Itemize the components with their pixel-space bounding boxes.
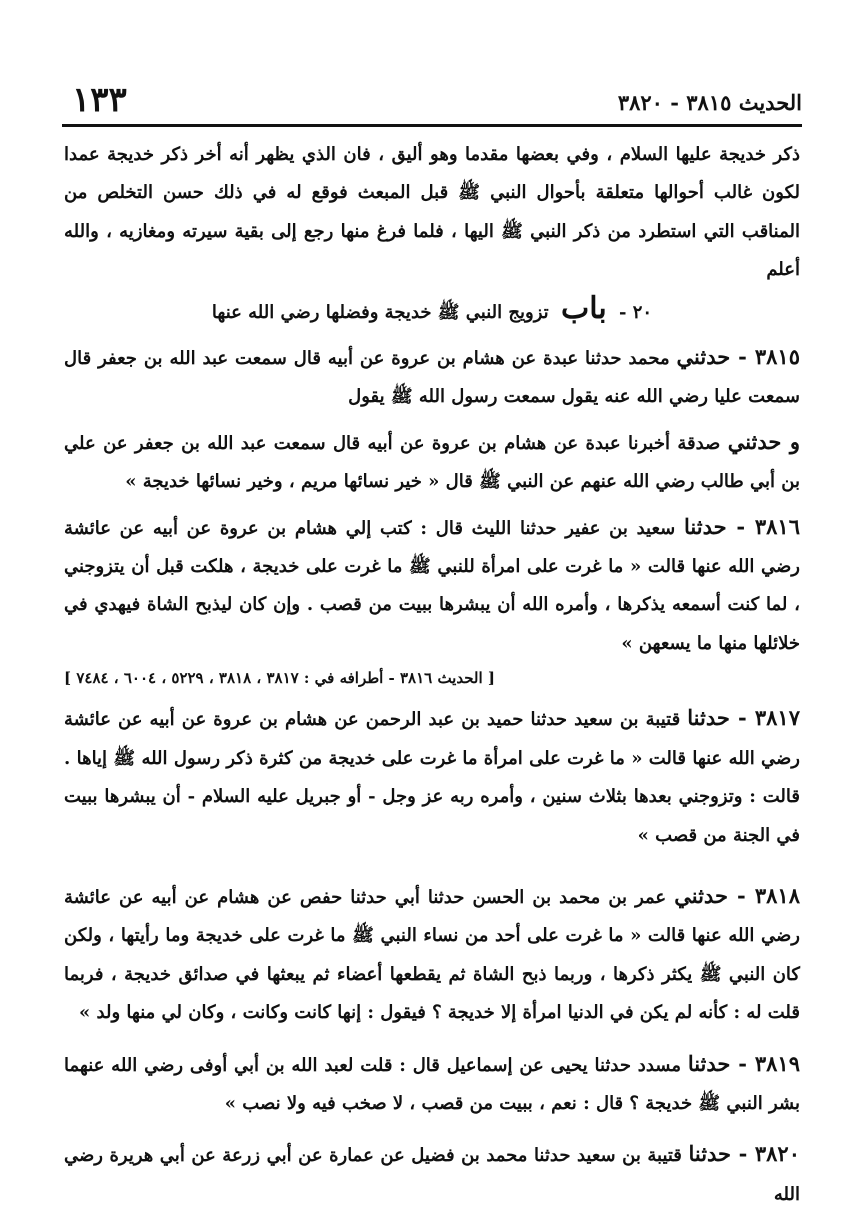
chapter-number: ٢٠ - bbox=[618, 301, 653, 323]
hadith-lead: ٣٨١٦ - حدثنا bbox=[684, 513, 800, 539]
hadith-text: عمر بن محمد بن الحسن حدثنا أبي حدثنا حفص عن هشام عن أبيه عن عائشة رضي الله عنها قالت « ما غرت على أحد من نساء النبي ﷺ ما غرت على خديجة وما رأيتها ، ولكن كان النبي ﷺ يكثر ذكرها ، وربما ذبح الشاة ثم يقطعها أعضاء ثم يبعثها في صدائق خديجة ، فربما قلت له : كأنه لم يكن في الدنيا امرأة إلا خديجة ؟ فيقول : إنها كانت وكانت ، وكان لي منها ولد » bbox=[64, 886, 800, 1024]
chapter-heading bbox=[64, 290, 800, 332]
hadith-3815 bbox=[64, 338, 800, 417]
hadith-3816 bbox=[64, 508, 800, 664]
page-number: ١٣٣ bbox=[72, 80, 127, 120]
hadith-3819 bbox=[64, 1045, 800, 1124]
running-title: الحديث ٣٨١٥ - ٣٨٢٠ bbox=[617, 90, 802, 115]
intro-paragraph: ذكر خديجة عليها السلام ، وفي بعضها مقدما وهو أليق ، فان الذي يظهر أنه أخر ذكر خديجة عمدا لكون غالب أحوالها متعلقة بأحوال النبي ﷺ قبل المبعث فوقع له في ذلك حسن التخلص من المناقب التي استطرد من ذكر النبي ﷺ اليها ، فلما فرغ منها رجع إلى بقية سيرته ومغازيه ، والله أعلم bbox=[64, 144, 800, 281]
page-body bbox=[64, 136, 800, 1214]
note-text: [ الحديث ٣٨١٦ - أطرافه في : ٣٨١٧ ، ٣٨١٨ ، ٥٢٢٩ ، ٦٠٠٤ ، ٧٤٨٤ ] bbox=[64, 669, 495, 688]
hadith-3820 bbox=[64, 1135, 800, 1214]
hadith-lead: و حدثني bbox=[727, 428, 800, 454]
hadith-text: سعيد بن عفير حدثنا الليث قال : كتب إلي هشام بن عروة عن أبيه عن عائشة رضي الله عنها قالت « ما غرت على امرأة للنبي ﷺ ما غرت على خديجة ، هلكت قبل أن يتزوجني ، لما كنت أسمعه يذكرها ، وأمره الله أن يبشرها ببيت من قصب . وإن كان ليذبح الشاة فيهدي في خلائلها منها ما يسعهن » bbox=[64, 517, 800, 654]
chapter-bab: باب bbox=[560, 290, 607, 326]
page-header bbox=[62, 78, 802, 127]
hadith-lead: ٣٨١٥ - حدثني bbox=[676, 344, 800, 370]
hadith-text: قتيبة بن سعيد حدثنا محمد بن فضيل عن عمارة عن أبي زرعة عن أبي هريرة رضي الله bbox=[64, 1145, 800, 1205]
hadith-3817 bbox=[64, 699, 800, 855]
hadith-lead: ٣٨٢٠ - حدثنا bbox=[688, 1141, 800, 1167]
hadith-text: قتيبة بن سعيد حدثنا حميد بن عبد الرحمن عن هشام بن عروة عن أبيه عن عائشة رضي الله عنها قالت « ما غرت على امرأة ما غرت على خديجة من كثرة ذكر رسول الله ﷺ إياها . قالت : وتزوجني بعدها بثلاث سنين ، وأمره ربه عز وجل - أو جبريل عليه السلام - أن يبشرها ببيت في الجنة من قصب » bbox=[64, 709, 800, 846]
hadith-text: محمد حدثنا عبدة عن هشام بن عروة عن أبيه قال سمعت عبد الله بن جعفر قال سمعت عليا رضي الله عنه يقول سمعت رسول الله ﷺ يقول bbox=[64, 348, 800, 408]
chapter-title: تزويج النبي ﷺ خديجة وفضلها رضي الله عنها bbox=[211, 301, 549, 323]
hadith-3815-b bbox=[64, 423, 800, 502]
hadith-lead: ٣٨١٩ - حدثنا bbox=[687, 1050, 800, 1076]
hadith-3818 bbox=[64, 877, 800, 1033]
hadith-lead: ٣٨١٨ - حدثني bbox=[674, 882, 800, 908]
hadith-lead: ٣٨١٧ - حدثنا bbox=[687, 705, 800, 731]
hadith-text: مسدد حدثنا يحيى عن إسماعيل قال : قلت لعبد الله بن أبي أوفى رضي الله عنهما بشر النبي ﷺ خديجة ؟ قال : نعم ، ببيت من قصب ، لا صخب فيه ولا نصب » bbox=[64, 1054, 800, 1114]
cross-reference-note bbox=[64, 663, 800, 693]
hadith-text: صدقة أخبرنا عبدة عن هشام بن عروة عن أبيه قال سمعت عبد الله بن جعفر عن علي بن أبي طالب رضي الله عنهم عن النبي ﷺ قال « خير نسائها مريم ، وخير نسائها خديجة » bbox=[64, 432, 800, 493]
